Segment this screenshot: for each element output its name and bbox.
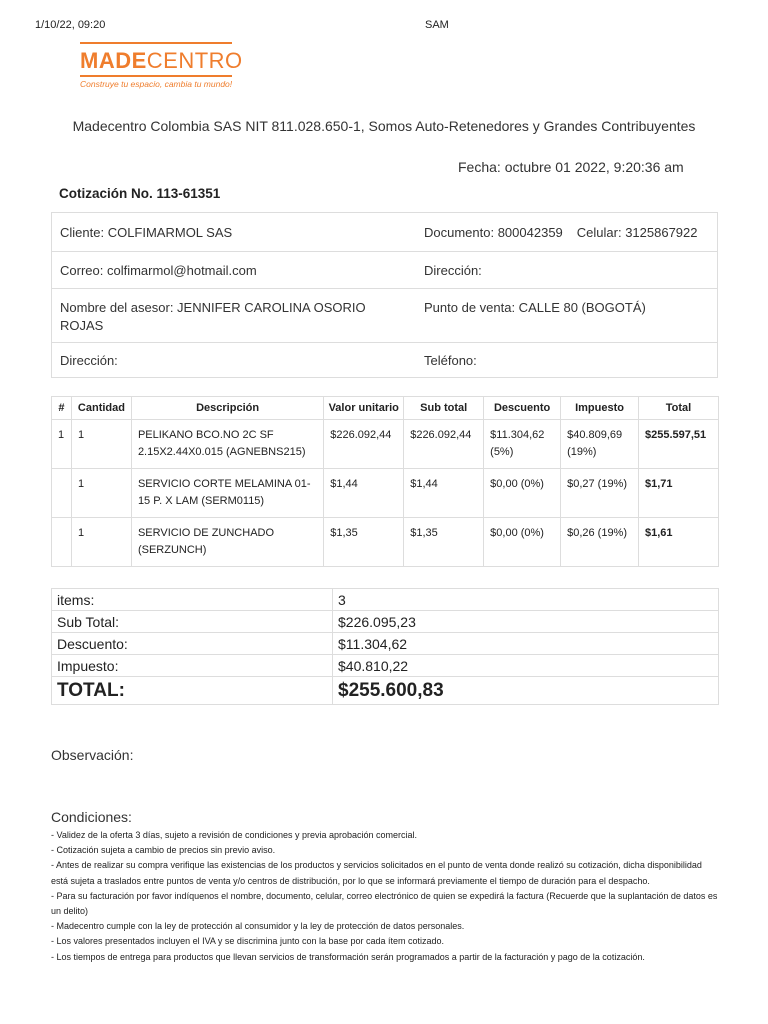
company-line: Madecentro Colombia SAS NIT 811.028.650-1, Somos Auto-Retenedores y Grandes Contribuyentes — [72, 118, 696, 134]
col-header: # — [52, 397, 72, 420]
col-header: Valor unitario — [324, 397, 404, 420]
cell-total: $1,71 — [639, 469, 719, 518]
totals-table — [51, 588, 719, 705]
advisor-name: Nombre del asesor: JENNIFER CAROLINA OSORIO ROJAS — [60, 300, 366, 333]
totals-row-subtotal — [52, 611, 719, 633]
cell-subtotal: $226.092,44 — [404, 420, 484, 469]
totals-row-tax — [52, 655, 719, 677]
client-document: Documento: 800042359 — [424, 224, 563, 240]
conditions-title: Condiciones: — [51, 809, 132, 825]
condition-item: - Los valores presentados incluyen el IVA y se discrimina junto con la base por cada ítem cotizado. — [51, 936, 445, 947]
total-label: TOTAL: — [52, 677, 333, 705]
cell-tax: $40.809,69 (19%) — [561, 420, 639, 469]
client-doc-phone — [416, 225, 717, 240]
cell-total: $1,61 — [639, 518, 719, 567]
total-value: $255.600,83 — [333, 677, 719, 705]
logo-tagline: Construye tu espacio, cambia tu mundo! — [80, 79, 233, 89]
items-table — [51, 396, 719, 567]
logo-name-bold: MADE — [80, 48, 147, 73]
cell-unit: $226.092,44 — [324, 420, 404, 469]
cell-desc: PELIKANO BCO.NO 2C SF 2.15X2.44X0.015 (AGNEBNS215) — [131, 420, 323, 469]
observation-label: Observación: — [51, 747, 134, 763]
table-row — [52, 420, 719, 469]
client-address-left: Dirección: — [60, 352, 118, 368]
col-header: Descripción — [131, 397, 323, 420]
client-name: Cliente: COLFIMARMOL SAS — [60, 224, 233, 240]
condition-item: - Para su facturación por favor indíquenos el nombre, documento, celular, correo electrónico de quien se expedirá la factura (Recuerde que la suplantación de datos es un delito) — [51, 890, 718, 917]
col-header: Cantidad — [71, 397, 131, 420]
client-info-box — [51, 212, 718, 378]
col-header: Sub total — [404, 397, 484, 420]
logo-top-line — [80, 42, 232, 44]
info-row-address — [52, 343, 717, 377]
cell-tax: $0,27 (19%) — [561, 469, 639, 518]
cell-qty: 1 — [71, 469, 131, 518]
conditions-list — [51, 828, 719, 965]
subtotal-value: $226.095,23 — [333, 611, 719, 633]
table-row — [52, 469, 719, 518]
cell-qty: 1 — [71, 420, 131, 469]
client-celular: Celular: 3125867922 — [576, 224, 698, 240]
condition-item: - Antes de realizar su compra verifique las existencias de los productos y servicios solicitados en el punto de venta donde realizó su cotización, dicha disponibilidad está sujeta a traslados entre puntos de venta y/o centros de distribución, por lo que se informará previamente el tiempo de duración para el despacho. — [51, 860, 702, 886]
table-header-row — [52, 397, 719, 420]
col-header: Descuento — [484, 397, 561, 420]
cell-num: 1 — [52, 420, 72, 469]
point-of-sale: Punto de venta: CALLE 80 (BOGOTÁ) — [424, 300, 646, 315]
discount-value: $11.304,62 — [333, 633, 719, 655]
table-row — [52, 518, 719, 567]
quote-number: Cotización No. 113-61351 — [59, 186, 221, 201]
logo-name-light: CENTRO — [146, 48, 243, 73]
totals-row-items — [52, 589, 719, 611]
cell-subtotal: $1,35 — [404, 518, 484, 567]
info-row-client — [52, 213, 717, 252]
tax-value: $40.810,22 — [333, 655, 719, 677]
print-datetime: 1/10/22, 09:20 — [35, 19, 106, 31]
subtotal-label: Sub Total: — [52, 611, 333, 633]
logo-bottom-line — [80, 75, 232, 77]
company-logo — [80, 42, 243, 89]
logo-wordmark — [80, 47, 243, 75]
cell-num — [52, 518, 72, 567]
cell-qty: 1 — [71, 518, 131, 567]
tax-label: Impuesto: — [52, 655, 333, 677]
condition-item: - Cotización sujeta a cambio de precios sin previo aviso. — [51, 845, 276, 856]
condition-item: - Madecentro cumple con la ley de protección al consumidor y la ley de protección de datos personales. — [51, 921, 465, 932]
totals-row-total — [52, 677, 719, 705]
print-header-center: SAM — [425, 19, 449, 31]
cell-desc: SERVICIO DE ZUNCHADO (SERZUNCH) — [131, 518, 323, 567]
cell-desc: SERVICIO CORTE MELAMINA 01-15 P. X LAM (SERM0115) — [131, 469, 323, 518]
client-email: Correo: colfimarmol@hotmail.com — [60, 262, 257, 278]
col-header: Total — [639, 397, 719, 420]
cell-unit: $1,35 — [324, 518, 404, 567]
client-address-right: Dirección: — [424, 262, 482, 278]
cell-unit: $1,44 — [324, 469, 404, 518]
condition-item: - Los tiempos de entrega para productos que llevan servicios de transformación serán programados a partir de la facturación y pago de la cotización. — [51, 951, 645, 962]
cell-total: $255.597,51 — [639, 420, 719, 469]
cell-num — [52, 469, 72, 518]
cell-tax: $0,26 (19%) — [561, 518, 639, 567]
items-value: 3 — [333, 589, 719, 611]
client-phone: Teléfono: — [424, 352, 477, 368]
quote-date: Fecha: octubre 01 2022, 9:20:36 am — [458, 159, 684, 175]
info-row-advisor — [52, 289, 717, 343]
cell-discount: $0,00 (0%) — [484, 518, 561, 567]
items-label: items: — [52, 589, 333, 611]
cell-subtotal: $1,44 — [404, 469, 484, 518]
cell-discount: $0,00 (0%) — [484, 469, 561, 518]
cell-discount: $11.304,62 (5%) — [484, 420, 561, 469]
col-header: Impuesto — [561, 397, 639, 420]
condition-item: - Validez de la oferta 3 días, sujeto a revisión de condiciones y previa aprobación comercial. — [51, 830, 418, 840]
info-row-email — [52, 252, 717, 289]
totals-row-discount — [52, 633, 719, 655]
discount-label: Descuento: — [52, 633, 333, 655]
